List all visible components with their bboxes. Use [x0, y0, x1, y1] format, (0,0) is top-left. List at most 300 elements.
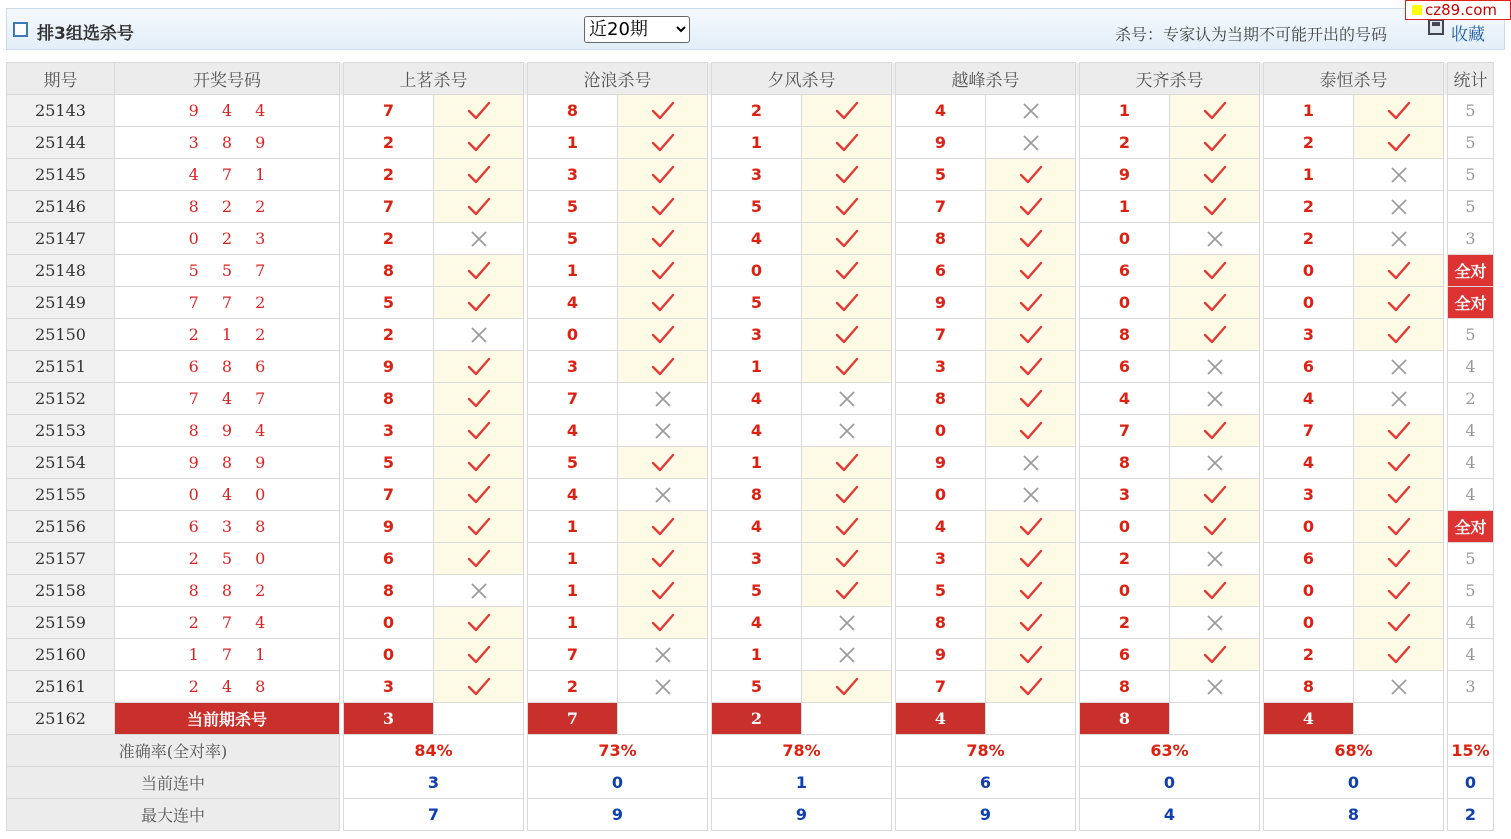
table-row — [7, 415, 1494, 447]
result-cell — [1354, 127, 1444, 159]
header-expert-5: 泰恒杀号 — [1264, 63, 1444, 95]
check-icon — [834, 356, 860, 378]
kill-number: 4 — [896, 95, 986, 127]
draw-number: 7 4 7 — [115, 383, 340, 415]
issue-number: 25156 — [7, 511, 115, 543]
result-cell — [434, 479, 524, 511]
result-cell — [434, 127, 524, 159]
check-icon — [466, 260, 492, 282]
streak-value: 7 — [344, 799, 524, 831]
hit-count: 4 — [1448, 415, 1494, 447]
check-icon — [834, 484, 860, 506]
table-row — [7, 607, 1494, 639]
result-cell — [1170, 319, 1260, 351]
kill-number: 8 — [1080, 671, 1170, 703]
result-cell — [802, 255, 892, 287]
result-cell — [1354, 319, 1444, 351]
hit-count: 5 — [1448, 159, 1494, 191]
current-result-cell — [434, 703, 524, 735]
kill-number: 5 — [344, 447, 434, 479]
kill-number: 5 — [344, 287, 434, 319]
cross-icon — [1021, 133, 1041, 153]
kill-number: 7 — [1080, 415, 1170, 447]
kill-number: 5 — [528, 191, 618, 223]
current-issue-number: 25162 — [7, 703, 115, 735]
kill-number: 0 — [896, 479, 986, 511]
check-icon — [1018, 228, 1044, 250]
header-expert-3: 越峰杀号 — [896, 63, 1076, 95]
stat-row — [7, 735, 1494, 767]
result-cell — [618, 575, 708, 607]
check-icon — [1202, 644, 1228, 666]
kill-number: 0 — [528, 319, 618, 351]
current-result-cell — [986, 703, 1076, 735]
hit-count: 4 — [1448, 639, 1494, 671]
cross-icon — [1205, 389, 1225, 409]
result-cell — [434, 255, 524, 287]
check-icon — [834, 196, 860, 218]
kill-number: 8 — [896, 607, 986, 639]
check-icon — [466, 516, 492, 538]
issue-number: 25155 — [7, 479, 115, 511]
table-row — [7, 223, 1494, 255]
issue-number: 25160 — [7, 639, 115, 671]
kill-number: 7 — [344, 95, 434, 127]
current-result-cell — [618, 703, 708, 735]
cross-icon — [1205, 677, 1225, 697]
result-cell — [618, 159, 708, 191]
result-cell — [802, 127, 892, 159]
kill-number: 0 — [712, 255, 802, 287]
result-cell — [1354, 223, 1444, 255]
check-icon — [650, 516, 676, 538]
hit-count: 5 — [1448, 319, 1494, 351]
cross-icon — [469, 325, 489, 345]
kill-number: 1 — [528, 607, 618, 639]
check-icon — [1018, 644, 1044, 666]
result-cell — [802, 159, 892, 191]
draw-number: 2 7 4 — [115, 607, 340, 639]
header-issue: 期号 — [7, 63, 115, 95]
result-cell — [618, 447, 708, 479]
result-cell — [1354, 607, 1444, 639]
result-cell — [1354, 671, 1444, 703]
accuracy-value: 78% — [896, 735, 1076, 767]
check-icon — [834, 452, 860, 474]
result-cell — [618, 191, 708, 223]
kill-number: 5 — [896, 159, 986, 191]
cross-icon — [653, 677, 673, 697]
streak-value: 4 — [1080, 799, 1260, 831]
kill-number: 1 — [528, 543, 618, 575]
stat-label: 当前连中 — [7, 767, 340, 799]
cross-icon — [1205, 357, 1225, 377]
stat-label: 准确率(全对率) — [7, 735, 340, 767]
result-cell — [1170, 383, 1260, 415]
check-icon — [650, 100, 676, 122]
draw-number: 9 8 9 — [115, 447, 340, 479]
kill-number: 9 — [344, 511, 434, 543]
issue-number: 25146 — [7, 191, 115, 223]
kill-number: 0 — [1264, 255, 1354, 287]
kill-number: 4 — [528, 287, 618, 319]
check-icon — [1386, 324, 1412, 346]
table-row — [7, 543, 1494, 575]
cross-icon — [1389, 677, 1409, 697]
check-icon — [650, 196, 676, 218]
check-icon — [834, 324, 860, 346]
result-cell — [986, 479, 1076, 511]
kill-number: 8 — [344, 575, 434, 607]
result-cell — [1170, 223, 1260, 255]
streak-value: 3 — [344, 767, 524, 799]
kill-number: 7 — [896, 191, 986, 223]
kill-number: 7 — [344, 479, 434, 511]
result-cell — [434, 607, 524, 639]
result-cell — [802, 191, 892, 223]
result-cell — [1170, 639, 1260, 671]
draw-number: 6 3 8 — [115, 511, 340, 543]
check-icon — [1018, 676, 1044, 698]
check-icon — [466, 612, 492, 634]
kill-number: 9 — [1080, 159, 1170, 191]
kill-number: 2 — [1264, 127, 1354, 159]
check-icon — [1202, 260, 1228, 282]
result-cell — [1354, 415, 1444, 447]
result-cell — [1354, 447, 1444, 479]
logo-text: cz89.com — [1425, 1, 1498, 19]
result-cell — [618, 415, 708, 447]
result-cell — [434, 159, 524, 191]
result-cell — [618, 319, 708, 351]
kill-number: 7 — [1264, 415, 1354, 447]
check-icon — [466, 292, 492, 314]
result-cell — [1170, 543, 1260, 575]
draw-number: 0 2 3 — [115, 223, 340, 255]
kill-number: 3 — [528, 351, 618, 383]
result-cell — [434, 447, 524, 479]
kill-number: 5 — [712, 575, 802, 607]
check-icon — [650, 324, 676, 346]
draw-number: 9 4 4 — [115, 95, 340, 127]
check-icon — [466, 132, 492, 154]
result-cell — [1170, 255, 1260, 287]
result-cell — [1170, 671, 1260, 703]
current-result-cell — [1170, 703, 1260, 735]
kill-number: 3 — [344, 415, 434, 447]
result-cell — [802, 415, 892, 447]
result-cell — [434, 95, 524, 127]
result-cell — [986, 191, 1076, 223]
kill-number: 4 — [712, 511, 802, 543]
issue-number: 25151 — [7, 351, 115, 383]
stat-row — [7, 767, 1494, 799]
check-icon — [650, 132, 676, 154]
kill-number: 2 — [344, 223, 434, 255]
favorite-link[interactable]: 收藏 — [1451, 25, 1485, 45]
issue-number: 25152 — [7, 383, 115, 415]
check-icon — [1202, 292, 1228, 314]
kill-number: 8 — [344, 255, 434, 287]
check-icon — [1386, 452, 1412, 474]
check-icon — [1386, 516, 1412, 538]
kill-number: 6 — [1080, 639, 1170, 671]
header-expert-4: 天齐杀号 — [1080, 63, 1260, 95]
cross-icon — [1389, 229, 1409, 249]
result-cell — [618, 223, 708, 255]
result-cell — [1170, 287, 1260, 319]
kill-number: 3 — [528, 159, 618, 191]
accuracy-value: 84% — [344, 735, 524, 767]
result-cell — [986, 639, 1076, 671]
kill-number: 8 — [712, 479, 802, 511]
kill-number: 0 — [1080, 223, 1170, 255]
hit-count: 3 — [1448, 223, 1494, 255]
kill-number: 4 — [712, 383, 802, 415]
hit-count: 5 — [1448, 575, 1494, 607]
kill-number: 9 — [896, 287, 986, 319]
cross-icon — [837, 645, 857, 665]
check-icon — [834, 676, 860, 698]
kill-number: 1 — [1264, 159, 1354, 191]
check-icon — [466, 100, 492, 122]
page-title: 排3组选杀号 — [37, 24, 134, 44]
check-icon — [834, 292, 860, 314]
draw-number: 3 8 9 — [115, 127, 340, 159]
kill-number: 6 — [1264, 351, 1354, 383]
check-icon — [1202, 324, 1228, 346]
kill-number: 4 — [712, 607, 802, 639]
cross-icon — [469, 229, 489, 249]
result-cell — [618, 639, 708, 671]
check-icon — [466, 164, 492, 186]
checkbox-icon[interactable] — [13, 22, 28, 37]
check-icon — [466, 420, 492, 442]
kill-number: 5 — [528, 223, 618, 255]
kill-number: 7 — [528, 383, 618, 415]
streak-value: 9 — [528, 799, 708, 831]
kill-number: 0 — [1264, 575, 1354, 607]
current-kill-number: 8 — [1080, 703, 1170, 735]
kill-number: 2 — [1264, 639, 1354, 671]
kill-number: 3 — [1264, 479, 1354, 511]
kill-number: 8 — [1080, 319, 1170, 351]
accuracy-value: 78% — [712, 735, 892, 767]
check-icon — [650, 164, 676, 186]
result-cell — [986, 287, 1076, 319]
check-icon — [1202, 164, 1228, 186]
result-cell — [434, 543, 524, 575]
result-cell — [986, 255, 1076, 287]
result-cell — [986, 575, 1076, 607]
draw-number: 5 5 7 — [115, 255, 340, 287]
kill-number: 6 — [344, 543, 434, 575]
table-row — [7, 511, 1494, 543]
hit-count: 5 — [1448, 127, 1494, 159]
streak-total: 0 — [1448, 767, 1494, 799]
result-cell — [986, 671, 1076, 703]
check-icon — [650, 580, 676, 602]
result-cell — [618, 607, 708, 639]
result-cell — [1170, 191, 1260, 223]
result-cell — [986, 415, 1076, 447]
kill-number: 6 — [1080, 255, 1170, 287]
result-cell — [618, 255, 708, 287]
check-icon — [834, 580, 860, 602]
issue-number: 25149 — [7, 287, 115, 319]
check-icon — [1386, 132, 1412, 154]
result-cell — [802, 223, 892, 255]
kill-number: 7 — [344, 191, 434, 223]
streak-value: 9 — [896, 799, 1076, 831]
kill-number: 3 — [712, 543, 802, 575]
check-icon — [1018, 164, 1044, 186]
stat-label: 最大连中 — [7, 799, 340, 831]
kill-number: 2 — [344, 319, 434, 351]
kill-number: 7 — [896, 671, 986, 703]
kill-number: 1 — [528, 511, 618, 543]
draw-number: 2 5 0 — [115, 543, 340, 575]
kill-number: 9 — [344, 351, 434, 383]
streak-total: 2 — [1448, 799, 1494, 831]
result-cell — [434, 415, 524, 447]
result-cell — [1170, 95, 1260, 127]
check-icon — [1386, 100, 1412, 122]
result-cell — [1170, 159, 1260, 191]
cross-icon — [1021, 485, 1041, 505]
result-cell — [1354, 479, 1444, 511]
result-cell — [802, 607, 892, 639]
check-icon — [1018, 612, 1044, 634]
kill-number: 8 — [528, 95, 618, 127]
header-row — [7, 63, 1494, 95]
hit-count: 5 — [1448, 191, 1494, 223]
site-logo[interactable] — [1405, 0, 1511, 20]
draw-number: 8 8 2 — [115, 575, 340, 607]
kill-number: 4 — [528, 479, 618, 511]
check-icon — [1386, 260, 1412, 282]
result-cell — [1354, 351, 1444, 383]
kill-number: 1 — [712, 351, 802, 383]
table-row — [7, 127, 1494, 159]
check-icon — [466, 484, 492, 506]
check-icon — [834, 548, 860, 570]
cross-icon — [469, 581, 489, 601]
kill-number: 9 — [896, 127, 986, 159]
cross-icon — [1389, 165, 1409, 185]
kill-number: 4 — [528, 415, 618, 447]
kill-number: 2 — [344, 127, 434, 159]
result-cell — [1170, 479, 1260, 511]
top-bar — [6, 8, 1505, 50]
check-icon — [1386, 548, 1412, 570]
issue-number: 25143 — [7, 95, 115, 127]
current-stat-cell — [1448, 703, 1494, 735]
kill-number: 2 — [528, 671, 618, 703]
hit-count: 4 — [1448, 607, 1494, 639]
result-cell — [802, 287, 892, 319]
result-cell — [618, 127, 708, 159]
hit-count: 5 — [1448, 95, 1494, 127]
kill-number: 2 — [712, 95, 802, 127]
result-cell — [802, 575, 892, 607]
result-cell — [802, 511, 892, 543]
streak-value: 1 — [712, 767, 892, 799]
result-cell — [986, 511, 1076, 543]
save-icon[interactable] — [1428, 19, 1444, 35]
result-cell — [434, 351, 524, 383]
check-icon — [1018, 324, 1044, 346]
check-icon — [1386, 292, 1412, 314]
kill-number: 4 — [1264, 447, 1354, 479]
kill-number: 5 — [712, 671, 802, 703]
issue-number: 25150 — [7, 319, 115, 351]
draw-number: 2 4 8 — [115, 671, 340, 703]
check-icon — [1018, 260, 1044, 282]
kill-number: 3 — [1080, 479, 1170, 511]
result-cell — [1170, 127, 1260, 159]
check-icon — [466, 548, 492, 570]
cross-icon — [1205, 229, 1225, 249]
hit-count: 4 — [1448, 479, 1494, 511]
result-cell — [618, 511, 708, 543]
cross-icon — [1205, 453, 1225, 473]
result-cell — [1170, 607, 1260, 639]
table-row — [7, 479, 1494, 511]
result-cell — [434, 511, 524, 543]
kill-number: 4 — [896, 511, 986, 543]
period-select[interactable] — [584, 16, 690, 43]
check-icon — [834, 164, 860, 186]
kill-number: 1 — [1264, 95, 1354, 127]
kill-number: 1 — [528, 127, 618, 159]
kill-number-table — [6, 62, 1494, 831]
kill-number: 0 — [344, 607, 434, 639]
result-cell — [802, 447, 892, 479]
cross-icon — [1389, 197, 1409, 217]
result-cell — [986, 127, 1076, 159]
kill-number: 6 — [896, 255, 986, 287]
cross-icon — [1389, 357, 1409, 377]
result-cell — [986, 95, 1076, 127]
check-icon — [1018, 516, 1044, 538]
result-cell — [1170, 351, 1260, 383]
result-cell — [1354, 191, 1444, 223]
result-cell — [1170, 511, 1260, 543]
result-cell — [1354, 159, 1444, 191]
kill-number: 4 — [1264, 383, 1354, 415]
kill-number: 3 — [712, 159, 802, 191]
check-icon — [466, 356, 492, 378]
check-icon — [1202, 420, 1228, 442]
current-kill-number: 2 — [712, 703, 802, 735]
current-result-cell — [802, 703, 892, 735]
kill-number: 2 — [1080, 543, 1170, 575]
check-icon — [1018, 548, 1044, 570]
cross-icon — [1205, 613, 1225, 633]
kill-number: 8 — [344, 383, 434, 415]
check-icon — [834, 228, 860, 250]
kill-number: 3 — [712, 319, 802, 351]
kill-number: 3 — [1264, 319, 1354, 351]
kill-number: 9 — [896, 639, 986, 671]
streak-value: 9 — [712, 799, 892, 831]
check-icon — [1202, 132, 1228, 154]
result-cell — [434, 575, 524, 607]
result-cell — [1354, 575, 1444, 607]
issue-number: 25154 — [7, 447, 115, 479]
logo-square-icon — [1412, 5, 1422, 15]
